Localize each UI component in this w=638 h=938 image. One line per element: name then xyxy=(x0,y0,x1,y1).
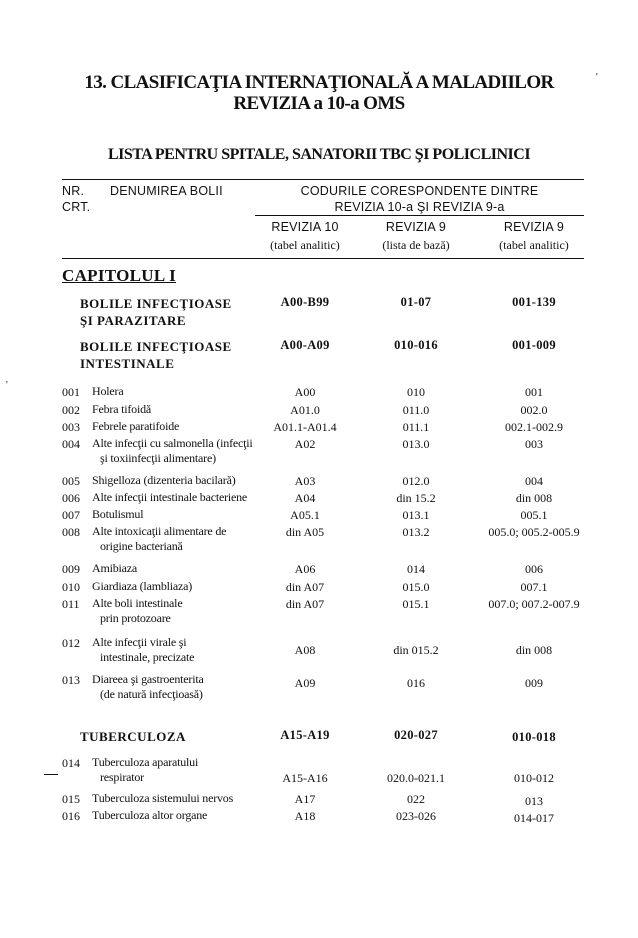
row-code-rev10: A17 xyxy=(294,792,316,806)
page-title-line2: REVIZIA a 10-a OMS xyxy=(233,93,405,114)
row-code-rev10: A09 xyxy=(294,676,316,690)
row-name: Botulismul xyxy=(92,507,144,521)
row-number: 009 xyxy=(62,562,80,576)
header-col2-sub: (lista de bază) xyxy=(382,238,450,252)
group-code-rev9-tab: 010-018 xyxy=(512,730,556,744)
row-code-rev10: A06 xyxy=(294,562,316,576)
row-number: 015 xyxy=(62,792,80,806)
row-code-rev10: A01.1-A01.4 xyxy=(273,420,337,434)
row-number: 003 xyxy=(62,420,80,434)
row-code-rev9-tab: din 008 xyxy=(515,643,553,657)
row-code-rev9-tab: 001 xyxy=(525,385,543,399)
header-crt: CRT. xyxy=(62,200,91,214)
row-name: Alte infecţii cu salmonella (infecţii xyxy=(92,436,253,450)
row-number: 006 xyxy=(62,491,80,505)
row-code-rev9-tab: 005.1 xyxy=(520,508,548,522)
row-name-line2: origine bacteriană xyxy=(100,539,183,553)
row-code-rev9-list: 014 xyxy=(407,562,425,576)
row-number: 010 xyxy=(62,580,80,594)
row-code-rev9-tab: 007.1 xyxy=(520,580,548,594)
group-code-rev10: A00-B99 xyxy=(280,295,330,309)
row-code-rev9-list: 015.0 xyxy=(402,580,430,594)
group-code-rev10: A15-A19 xyxy=(280,728,330,742)
header-denumirea: DENUMIREA BOLII xyxy=(110,184,223,198)
group-code-rev9-list: 01-07 xyxy=(400,295,432,309)
row-name: Alte boli intestinale xyxy=(92,596,183,610)
row-code-rev9-list: 013.1 xyxy=(402,508,430,522)
row-number: 007 xyxy=(62,508,80,522)
row-number: 013 xyxy=(62,673,80,687)
row-number: 012 xyxy=(62,636,80,650)
row-code-rev9-list: 012.0 xyxy=(402,474,430,488)
row-code-rev9-list: din 015.2 xyxy=(393,643,439,657)
row-number: 008 xyxy=(62,525,80,539)
row-code-rev9-tab: 013 xyxy=(525,794,543,808)
row-code-rev10: A05.1 xyxy=(290,508,320,522)
row-code-rev9-tab: 002.1-002.9 xyxy=(505,420,563,434)
group-heading: TUBERCULOZA xyxy=(80,729,186,744)
row-number: 004 xyxy=(62,437,80,451)
group-heading-line2: INTESTINALE xyxy=(80,356,175,371)
row-code-rev9-list: 023-026 xyxy=(396,809,436,823)
header-coduri: CODURILE CORESPONDENTE DINTRE xyxy=(300,184,539,198)
group-heading: BOLILE INFECŢIOASE xyxy=(80,339,232,354)
header-col2-title: REVIZIA 9 xyxy=(385,220,447,234)
group-code-rev9-list: 010-016 xyxy=(394,338,438,352)
row-code-rev9-tab: 009 xyxy=(525,676,543,690)
row-code-rev9-tab: 014-017 xyxy=(514,811,554,825)
row-code-rev9-list: 010 xyxy=(407,385,425,399)
row-name: Giardiaza (lambliaza) xyxy=(92,579,193,593)
header-col1-sub: (tabel analitic) xyxy=(270,238,340,252)
row-name: Alte infecţii virale şi xyxy=(92,635,187,649)
row-code-rev10: A03 xyxy=(294,474,316,488)
margin-mark: ' xyxy=(6,380,8,391)
row-name: Amibiaza xyxy=(92,561,138,575)
row-code-rev9-tab: 004 xyxy=(525,474,543,488)
row-number: 005 xyxy=(62,474,80,488)
row-number: 014 xyxy=(62,756,80,770)
page-title: 13. CLASIFICAŢIA INTERNAŢIONALĂ A MALADIILOR xyxy=(84,72,554,93)
row-number: 016 xyxy=(62,809,80,823)
row-name: Tuberculoza sistemului nervos xyxy=(92,791,234,805)
row-code-rev10: A01.0 xyxy=(290,403,320,417)
row-code-rev10: din A05 xyxy=(285,525,325,539)
row-name-line2: intestinale, precizate xyxy=(100,650,195,664)
row-code-rev9-list: 020.0-021.1 xyxy=(387,771,445,785)
row-code-rev9-tab: 005.0; 005.2-005.9 xyxy=(488,525,580,539)
group-code-rev9-list: 020-027 xyxy=(394,728,438,742)
row-code-rev9-tab: 010-012 xyxy=(514,771,554,785)
group-heading: BOLILE INFECŢIOASE xyxy=(80,296,232,311)
row-name: Febra tifoidă xyxy=(92,402,152,416)
row-code-rev10: A04 xyxy=(294,491,316,505)
row-number: 011 xyxy=(62,597,80,611)
header-nr: NR. xyxy=(62,184,85,198)
row-name: Diareea şi gastroenterita xyxy=(92,672,204,686)
row-name-line2: şi toxiinfecţii alimentare) xyxy=(100,451,216,465)
row-code-rev10: A15-A16 xyxy=(282,771,328,785)
chapter-title: CAPITOLUL I xyxy=(62,266,176,285)
row-code-rev9-tab: din 008 xyxy=(515,491,553,505)
row-name-line2: (de natură infecţioasă) xyxy=(100,687,203,701)
row-number: 002 xyxy=(62,403,80,417)
group-code-rev10: A00-A09 xyxy=(280,338,330,352)
row-code-rev9-tab: 006 xyxy=(525,562,543,576)
row-code-rev10: A08 xyxy=(294,643,316,657)
row-name: Alte intoxicaţii alimentare de xyxy=(92,524,227,538)
row-name: Alte infecţii intestinale bacteriene xyxy=(92,490,248,504)
header-col1-title: REVIZIA 10 xyxy=(271,220,339,234)
row-code-rev10: A02 xyxy=(294,437,316,451)
group-code-rev9-tab: 001-009 xyxy=(512,338,556,352)
header-revizii: REVIZIA 10-a ŞI REVIZIA 9-a xyxy=(334,200,505,214)
group-heading-line2: ŞI PARAZITARE xyxy=(80,313,187,328)
row-name: Holera xyxy=(92,384,124,398)
row-code-rev10: din A07 xyxy=(285,580,325,594)
row-code-rev9-tab: 003 xyxy=(525,437,543,451)
header-col3-title: REVIZIA 9 xyxy=(503,220,565,234)
row-code-rev9-list: 015.1 xyxy=(402,597,430,611)
row-code-rev9-tab: 002.0 xyxy=(520,403,548,417)
row-code-rev9-list: 011.1 xyxy=(402,420,430,434)
row-name: Tuberculoza aparatului xyxy=(92,755,199,769)
row-code-rev9-list: 011.0 xyxy=(402,403,430,417)
row-code-rev9-list: 022 xyxy=(407,792,425,806)
row-code-rev10: A00 xyxy=(294,385,316,399)
row-code-rev9-list: 013.2 xyxy=(402,525,430,539)
row-name: Shigelloza (dizenteria bacilară) xyxy=(92,473,236,487)
header-top-rule xyxy=(62,179,584,180)
row-name-line2: prin protozoare xyxy=(100,611,171,625)
row-code-rev9-tab: 007.0; 007.2-007.9 xyxy=(488,597,580,611)
header-col3-sub: (tabel analitic) xyxy=(499,238,569,252)
header-bottom-rule xyxy=(62,258,584,259)
stray-mark: ' xyxy=(596,72,598,83)
row-code-rev10: din A07 xyxy=(285,597,325,611)
row-name: Febrele paratifoide xyxy=(92,419,180,433)
row-code-rev9-list: din 15.2 xyxy=(396,491,436,505)
margin-dash xyxy=(44,774,58,775)
revisions-rule xyxy=(255,215,584,216)
row-name-line2: respirator xyxy=(100,770,144,784)
row-number: 001 xyxy=(62,385,80,399)
page-subtitle: LISTA PENTRU SPITALE, SANATORII TBC ŞI POLICLINICI xyxy=(107,146,531,163)
row-code-rev10: A18 xyxy=(294,809,316,823)
row-name: Tuberculoza altor organe xyxy=(92,808,208,822)
group-code-rev9-tab: 001-139 xyxy=(512,295,556,309)
row-code-rev9-list: 013.0 xyxy=(402,437,430,451)
row-code-rev9-list: 016 xyxy=(407,676,425,690)
